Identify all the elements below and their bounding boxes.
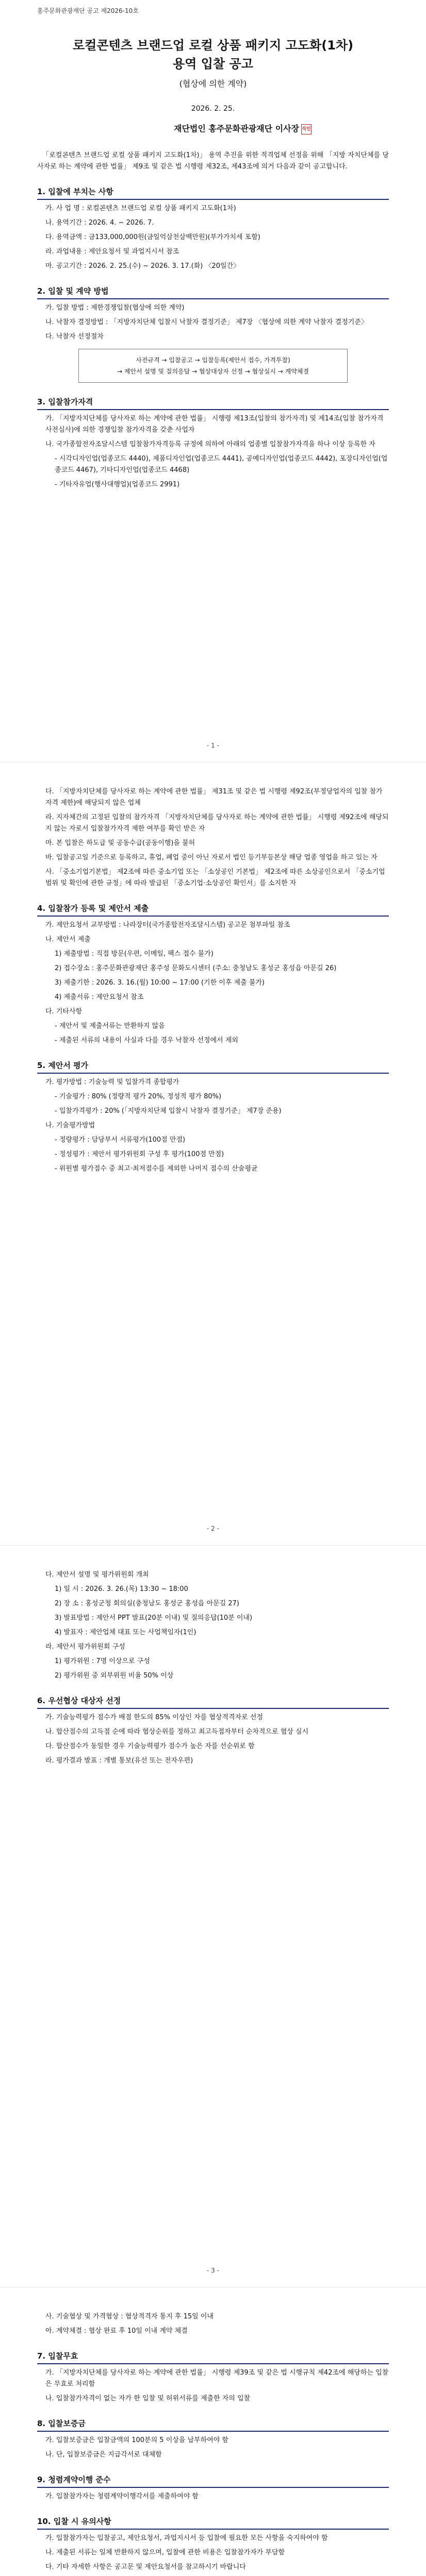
s4-item: 3) 제출기한 : 2026. 3. 16.(월) 10:00 ~ 17:00 (기한 이후 제출 불가): [55, 979, 265, 987]
title-line-1: 로컬콘텐츠 브랜드업 로컬 상품 패키지 고도화(1차): [72, 38, 354, 53]
s5-item: 3) 발표방법 : 제안서 PPT 발표(20분 이내) 및 질의응답(10분 이내): [55, 1614, 253, 1622]
page-number: - 1 -: [207, 742, 219, 749]
s2-item: 나. 낙찰자 결정방법 : 「지방자치단체 입찰시 낙찰자 결정기준」 제7장 〈협상에 의한 계약 낙찰자 결정기준〉: [45, 318, 368, 326]
s6-item: 라. 평가결과 발표 : 개별 통보(유선 또는 전자우편): [45, 1757, 193, 1765]
section-9-heading: 9. 청렴계약이행 준수: [37, 2474, 389, 2488]
s4-sub: 가. 제안요청서 교부방법 : 나라장터(국가종합전자조달시스템) 공고문 첨부파일 참조: [45, 921, 290, 929]
s10-item: 다. 기타 자세한 사항은 공고문 및 제안요청서를 참고하시기 바랍니다: [45, 2563, 246, 2571]
s5-item: 2) 평가위원 중 외부위원 비율 50% 이상: [55, 1672, 174, 1680]
s6-item: 아. 계약체결 : 협상 완료 후 10일 이내 계약 체결: [45, 2327, 188, 2335]
s4-item: 1) 제출방법 : 직접 방문(우편, 이메일, 팩스 접수 불가): [55, 950, 214, 958]
s5-item: 2) 장 소 : 홍성군청 회의실(충청남도 홍성군 홍성읍 아문길 27): [55, 1600, 239, 1607]
s8-item: 나. 단, 입찰보증금은 지급각서로 대체함: [45, 2451, 162, 2459]
section-4-heading: 4. 입찰참가 등록 및 제안서 제출: [37, 903, 389, 917]
s4-item: - 제안서 및 제출서류는 반환하지 않음: [55, 1022, 165, 1030]
procedure-line-2: → 제안서 설명 및 질의응답 → 협상대상자 선정 → 협상실시 → 계약체결: [117, 367, 309, 375]
section-1-heading: 1. 입찰에 부치는 사항: [37, 186, 389, 200]
document-title: [37, 36, 389, 73]
intro-paragraph: 「로컬콘텐츠 브랜드업 로컬 상품 패키지 고도화(1차)」 용역 추진을 위한 적격업체 선정을 위해 「지방 자치단체를 당사자로 하는 계약에 관한 법률」 제9조 및 같은 법 시행령 제32조, 제43조에 의거 다음과 같이 공고합니다.: [37, 151, 389, 171]
s3-item: 마. 본 입찰은 하도급 및 공동수급(공동이행)을 불허: [45, 839, 195, 847]
s3-item: 나. 국가종합전자조달시스템 입찰참가자격등록 규정에 의하여 아래의 업종별 입찰참가자격을 하나 이상 등록한 자: [45, 440, 375, 448]
s4-sub: 다. 기타사항: [45, 1008, 83, 1015]
page-2: [0, 762, 426, 1546]
s10-item: 가. 입찰참가자는 입찰공고, 제안요청서, 과업지시서 등 입찰에 필요한 모든 사항을 숙지하여야 함: [45, 2534, 328, 2542]
s4-sub: 나. 제안서 제출: [45, 936, 91, 943]
organization-signature: [37, 122, 389, 134]
s4-item: 4) 제출서류 : 제안요청서 참조: [55, 993, 144, 1001]
announcement-date: 2026. 2. 25.: [191, 105, 235, 113]
s9-item: 가. 입찰참가자는 청렴계약이행각서를 제출하여야 함: [45, 2493, 199, 2500]
section-8-heading: 8. 입찰보증금: [37, 2418, 389, 2432]
s1-item: 가. 사 업 명 : 로컬콘텐츠 브랜드업 로컬 상품 패키지 고도화(1차): [45, 204, 236, 212]
s5-item: 1) 일 시 : 2026. 3. 26.(목) 13:30 ~ 18:00: [55, 1585, 188, 1593]
s3-item: 가. 「지방자치단체를 당사자로 하는 계약에 관한 법률」 시행령 제13조(입찰의 참가자격) 및 제14조(입찰 참가자격 사전심사)에 의한 경쟁입찰 참가자격을 갖춘 사업자: [45, 414, 384, 434]
s6-item: 나. 합산점수의 고득점 순에 따라 협상순위를 정하고 최고득점자부터 순차적으로 협상 실시: [45, 1728, 309, 1736]
s5-item: 1) 평가위원 : 7명 이상으로 구성: [55, 1657, 150, 1665]
s1-item: 마. 공고기간 : 2026. 2. 25.(수) ~ 2026. 3. 17.(화) 〈20일간〉: [45, 262, 240, 270]
title-line-2: 용역 입찰 공고: [173, 57, 253, 71]
s3-item: - 시각디자인업(업종코드 4440), 제품디자인업(업종코드 4441), 공예디자인업(업종코드 4442), 포장디자인업(업종코드 4467), 기타디자인업(업종코드 4468): [55, 454, 388, 474]
s5-item: 4) 발표자 : 제안업체 대표 또는 사업책임자(1인): [55, 1629, 196, 1636]
s5-item: - 정량평가 : 담당부서 서류평가(100점 만점): [55, 1136, 186, 1144]
procedure-box: [78, 349, 348, 383]
s6-item: 가. 기술능력평가 점수가 배점 한도의 85% 이상인 자를 협상적격자로 선정: [45, 1714, 263, 1721]
s5-sub: 가. 평가방법 : 기술능력 및 입찰가격 종합평가: [45, 1078, 179, 1086]
section-3-heading: 3. 입찰참가자격: [37, 396, 389, 410]
page-4: [0, 2287, 426, 2576]
seal-icon: 직인: [301, 124, 312, 134]
section-10-heading: 10. 입찰 시 유의사항: [37, 2516, 389, 2530]
s1-item: 나. 용역기간 : 2026. 4. ~ 2026. 7.: [45, 218, 154, 227]
s6-item: 다. 합산점수가 동일한 경우 기술능력평가 점수가 높은 자를 선순위로 함: [45, 1742, 255, 1750]
document-subtitle: (협상에 의한 계약): [179, 79, 247, 89]
s1-item: 라. 과업내용 : 제안요청서 및 과업지시서 참조: [45, 247, 179, 256]
s5-sub: 다. 제안서 설명 및 평가위원회 개최: [45, 1571, 149, 1579]
document-number: 홍주문화관광재단 공고 제2026-10호: [37, 7, 139, 14]
page-number: - 3 -: [207, 2267, 219, 2274]
page-3: [0, 1546, 426, 2287]
s3-item: - 기타자유업(행사대행업)(업종코드 2991): [55, 480, 180, 488]
org-name: 재단법인 홍주문화관광재단 이사장: [174, 124, 299, 133]
s8-item: 가. 입찰보증금은 입찰금액의 100분의 5 이상을 납부하여야 함: [45, 2436, 228, 2444]
s5-item: - 입찰가격평가 : 20% (「지방자치단체 입찰시 낙찰자 결정기준」 제7장 준용): [55, 1107, 282, 1115]
section-2-heading: 2. 입찰 및 계약 방법: [37, 285, 389, 299]
page-1: [0, 0, 426, 762]
s2-item: 다. 낙찰자 선정절차: [45, 332, 104, 341]
section-5-heading: 5. 제안서 평가: [37, 1060, 389, 1074]
s4-item: 2) 접수장소 : 홍주문화관광재단 홍주성 문화도시센터 (주소: 충청남도 홍성군 홍성읍 아문길 26): [55, 964, 337, 972]
section-6-heading: 6. 우선협상 대상자 선정: [37, 1695, 389, 1709]
s5-item: - 정성평가 : 제안서 평가위원회 구성 후 평가(100점 만점): [55, 1150, 224, 1158]
s10-item: 나. 제출된 서류는 일체 반환하지 않으며, 입찰에 관한 비용은 입찰참가자가 부담함: [45, 2549, 285, 2556]
s3-item: 바. 입찰공고일 기준으로 등록하고, 휴업, 폐업 중이 아닌 자로서 법인 등기부등본상 해당 업종 영업을 하고 있는 자: [45, 854, 378, 861]
s7-item: 나. 입찰참가자격이 없는 자가 한 입찰 및 허위서류를 제출한 자의 입찰: [45, 2395, 251, 2402]
s3-item: 사. 「중소기업기본법」 제2조에 따른 중소기업 또는 「소상공인 기본법」 제2조에 따른 소상공인으로서 「중소기업 범위 및 확인에 관한 규정」에 따라 발급된 「중소기업·소상공인 확인서」를 소지한 자: [45, 868, 385, 887]
section-7-heading: 7. 입찰무효: [37, 2350, 389, 2364]
s2-item: 가. 입찰 방법 : 제한경쟁입찰(협상에 의한 계약): [45, 303, 185, 312]
s4-item: - 제출된 서류의 내용이 사실과 다를 경우 낙찰자 선정에서 제외: [55, 1037, 238, 1044]
s1-item: 다. 용역금액 : 금133,000,000원(금일억삼천삼백만원)(부가가치세 포함): [45, 233, 260, 241]
s5-sub: 나. 기술평가방법: [45, 1122, 95, 1129]
s6-item: 사. 기술협상 및 가격협상 : 협상적격자 통지 후 15일 이내: [45, 2313, 214, 2320]
s3-item: 라. 지자체간의 고정된 입찰의 참가자격 「지방자치단체를 당사자로 하는 계약에 관한 법률」 시행령 제92조에 해당되지 않는 자로서 입찰참가자격 제한 여부를 확인 받은 자: [45, 814, 389, 833]
s5-sub: 라. 제안서 평가위원회 구성: [45, 1643, 125, 1651]
page-number: - 2 -: [207, 1525, 219, 1532]
s5-item: - 위원별 평가점수 중 최고·최저점수를 제외한 나머지 점수의 산술평균: [55, 1165, 258, 1173]
s3-item: 다. 「지방자치단체를 당사자로 하는 계약에 관한 법률」 제31조 및 같은 법 시행령 제92조(부정당업자의 입찰 참가자격 제한)에 해당되지 않은 업체: [45, 788, 383, 807]
s5-item: - 기술평가 : 80% (정량적 평가 20%, 정성적 평가 80%): [55, 1093, 222, 1100]
s7-item: 가. 「지방자치단체를 당사자로 하는 계약에 관한 법률」 시행령 제39조 및 같은 법 시행규칙 제42조에 해당하는 입찰은 무효로 처리함: [45, 2369, 389, 2388]
procedure-line-1: 사전규격 → 입찰공고 → 입찰등록(제안서 접수, 가격투찰): [136, 356, 290, 364]
